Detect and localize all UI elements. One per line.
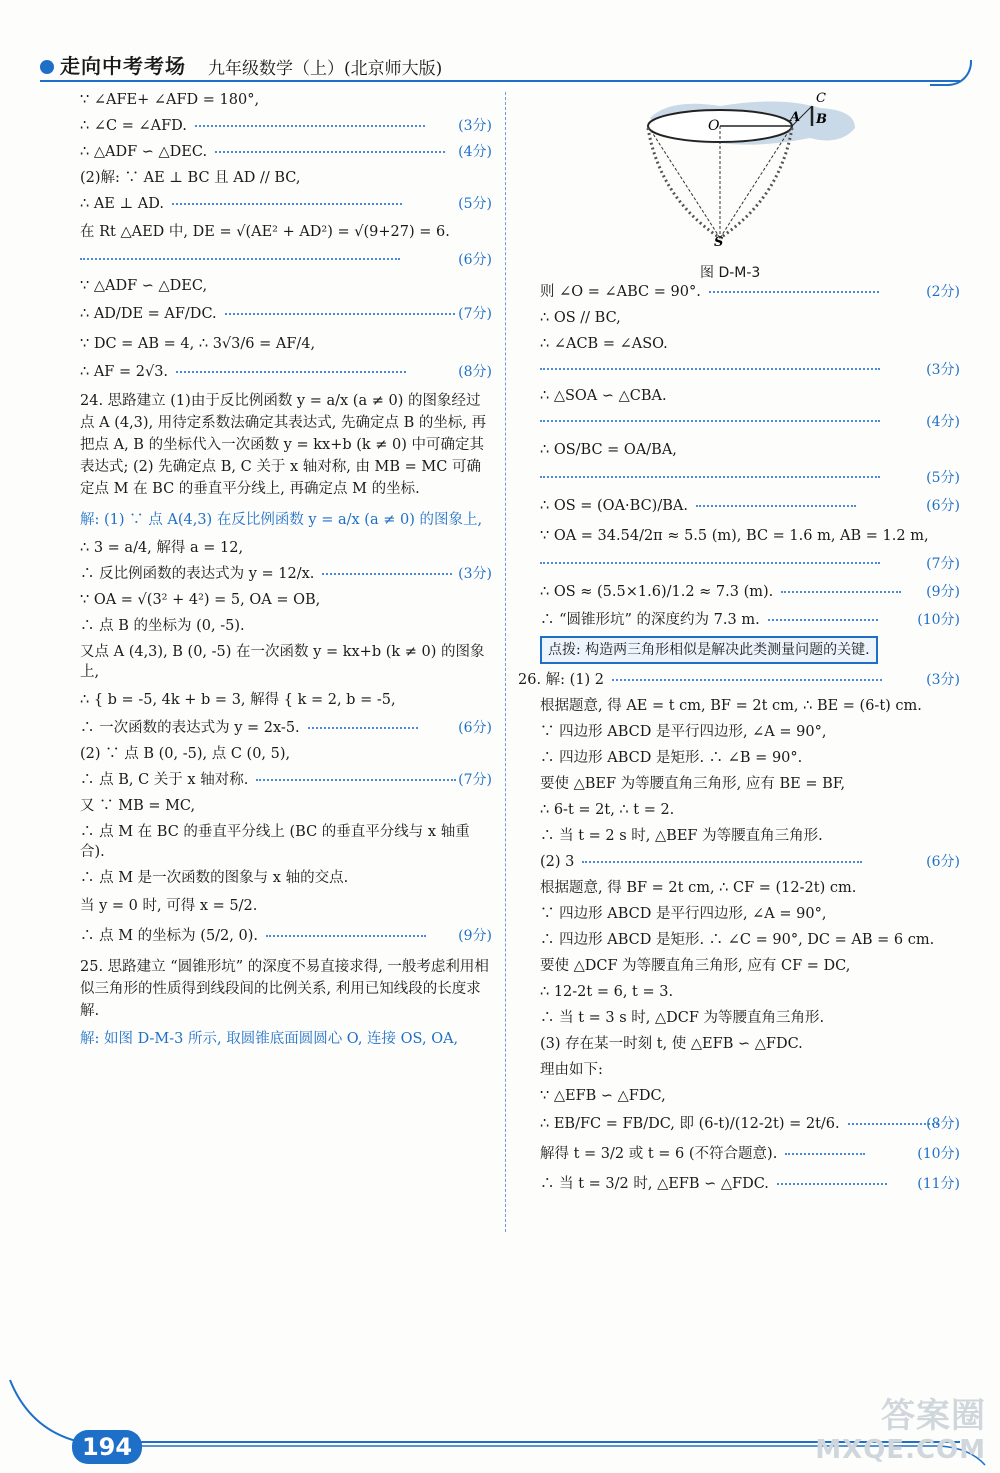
solution-line: ∴ 点 M 在 BC 的垂直平分线上 (BC 的垂直平分线与 x 轴重合). [80, 824, 470, 860]
header-rule [40, 80, 960, 82]
solution-line: ∴ 当 t = 2 s 时, △BEF 为等腰直角三角形. [540, 828, 823, 844]
solution-line: ∴ 当 t = 3 s 时, △DCF 为等腰直角三角形. [540, 1010, 825, 1026]
solution-line: ∴ 3 = a/4, 解得 a = 12, [80, 540, 244, 556]
solution-line: ∵ 四边形 ABCD 是平行四边形, ∠A = 90°, [540, 724, 827, 740]
solution-line: ∴ OS/BC = OA/BA, [540, 442, 677, 458]
solution-line: ∴ OS ≈ (5.5×1.6)/1.2 ≈ 7.3 (m). (9分) [540, 580, 960, 604]
label-a: A [790, 110, 801, 125]
figure-caption: 图 D-M-3 [700, 265, 761, 281]
solution-line: 26. 解: (1) 2 (3分) [518, 672, 960, 688]
solution-line: ∵ ∠AFE+ ∠AFD = 180°, [80, 92, 260, 108]
solution-line: 解: (1) ∵ 点 A(4,3) 在反比例函数 y = a/x (a ≠ 0) 的图象上, [80, 512, 483, 528]
solution-line: ∴ 反比例函数的表达式为 y = 12/x. (3分) [80, 566, 492, 582]
solution-line: 解: 如图 D-M-3 所示, 取圆锥底面圆圆心 O, 连接 OS, OA, [80, 1031, 459, 1047]
label-b: B [816, 112, 827, 127]
solution-line: ∵ 四边形 ABCD 是平行四边形, ∠A = 90°, [540, 906, 827, 922]
solution-line: (3) 存在某一时刻 t, 使 △EFB ∽ △FDC. [540, 1036, 803, 1052]
solution-line: ∴ “圆锥形坑” 的深度约为 7.3 m. (10分) [540, 612, 960, 628]
score-mark: (7分) [458, 772, 492, 788]
question-24-hint: 24. 思路建立 (1)由于反比例函数 y = a/x (a ≠ 0) 的图象经过点 A (4,3), 用待定系数法确定其表达式, 先确定点 B 的坐标, 再把点 A, B 的坐标代入一次函数 y = kx+b (k ≠ 0) 中可确定其表达式; (2) 先确定点 B, C 关于 x 轴对称, 由 MB = MC 可确定点 M 在 BC 的垂直平分线上, 再确定点 M 的坐标. [80, 393, 487, 497]
column-divider [505, 92, 506, 1232]
right-column [518, 282, 960, 1202]
solution-line: 根据题意, 得 AE = t cm, BF = 2t cm, ∴ BE = (6-t) cm. [540, 698, 922, 714]
score-mark: (6分) [458, 252, 492, 268]
label-o: O [708, 118, 720, 134]
score-mark: (4分) [458, 144, 492, 160]
solution-line [540, 554, 960, 574]
solution-line: ∵ OA = 34.54/2π ≈ 5.5 (m), BC = 1.6 m, AB = 1.2 m, [540, 528, 929, 544]
solution-line: ∴ { b = -5, 4k + b = 3, 解得 { k = 2, b = -5, [80, 692, 396, 708]
solution-line: ∴ △ADF ∽ △DEC. (4分) [80, 144, 492, 160]
solution-line: ∴ 四边形 ABCD 是矩形. ∴ ∠C = 90°, DC = AB = 6 cm. [540, 932, 935, 948]
score-mark: (10分) [917, 1146, 960, 1162]
solution-line: ∴ 点 M 的坐标为 (5/2, 0). (9分) [80, 924, 492, 948]
solution-line: (2)解: ∵ AE ⊥ BC 且 AD // BC, [80, 170, 301, 186]
solution-line: (2) ∵ 点 B (0, -5), 点 C (0, 5), [80, 746, 291, 762]
question-25-hint: 25. 思路建立 “圆锥形坑” 的深度不易直接求得, 一般考虑利用相似三角形的性质得到线段间的比例关系, 利用已知线段的长度求解. [80, 959, 489, 1019]
score-mark: (6分) [926, 498, 960, 514]
solution-line: ∴ 当 t = 3/2 时, △EFB ∽ △FDC. (11分) [540, 1172, 960, 1196]
score-mark: (3分) [926, 362, 960, 378]
solution-line [540, 468, 960, 488]
page-header [0, 0, 1000, 90]
solution-line: ∵ DC = AB = 4, ∴ 3√3/6 = AF/4, [80, 336, 316, 352]
solution-line [540, 360, 960, 380]
solution-line: 理由如下: [540, 1062, 603, 1078]
solution-line [540, 412, 960, 432]
solution-line: ∴ 四边形 ABCD 是矩形. ∴ ∠B = 90°. [540, 750, 803, 766]
solution-line: 又 ∵ MB = MC, [80, 798, 196, 814]
header-curve [930, 60, 972, 86]
left-column [80, 90, 492, 1056]
watermark: 答案圈 MXQE.COM [815, 1396, 986, 1465]
hint-line [540, 636, 960, 664]
solution-line: ∴ 点 M 是一次函数的图象与 x 轴的交点. [80, 870, 349, 886]
hint-box: 点拨: 构造两三角形相似是解决此类测量问题的关键. [540, 636, 878, 664]
score-mark: (3分) [458, 566, 492, 582]
solution-line: 解得 t = 3/2 或 t = 6 (不符合题意). (10分) [540, 1142, 960, 1166]
solution-line: 要使 △DCF 为等腰直角三角形, 应有 CF = DC, [540, 958, 851, 974]
label-c: C [816, 91, 826, 106]
score-mark: (8分) [926, 1116, 960, 1132]
page-number: 194 [72, 1430, 142, 1464]
solution-line: (2) 3 (6分) [540, 854, 960, 870]
score-mark: (7分) [458, 306, 492, 322]
score-mark: (7分) [926, 556, 960, 572]
solution-line: ∵ △EFB ∽ △FDC, [540, 1088, 666, 1104]
score-mark: (5分) [926, 470, 960, 486]
score-mark: (5分) [458, 196, 492, 212]
solution-line: ∴ AF = 2√3. (8分) [80, 364, 492, 380]
solution-line: ∴ 6-t = 2t, ∴ t = 2. [540, 802, 675, 818]
solution-line [80, 250, 492, 270]
solution-line: 则 ∠O = ∠ABC = 90°. (2分) [540, 284, 960, 300]
solution-line: ∴ ∠C = ∠AFD. (3分) [80, 118, 492, 134]
solution-line: ∵ OA = √(3² + 4²) = 5, OA = OB, [80, 592, 321, 608]
score-mark: (11分) [917, 1176, 960, 1192]
solution-line: ∴ △SOA ∽ △CBA. [540, 388, 667, 404]
label-s: S [714, 235, 724, 248]
solution-line: ∴ ∠ACB = ∠ASO. [540, 336, 668, 352]
solution-line: ∴ 12-2t = 6, t = 3. [540, 984, 674, 1000]
solution-line: ∵ △ADF ∽ △DEC, [80, 278, 208, 294]
pit-wall-left [648, 128, 720, 238]
solution-line: 根据题意, 得 BF = 2t cm, ∴ CF = (12-2t) cm. [540, 880, 857, 896]
score-mark: (4分) [926, 414, 960, 430]
solution-line: 要使 △BEF 为等腰直角三角形, 应有 BE = BF, [540, 776, 846, 792]
solution-line: 当 y = 0 时, 可得 x = 5/2. [80, 898, 258, 914]
solution-line: ∴ EB/FC = FB/DC, 即 (6-t)/(12-2t) = 2t/6. (8分) [540, 1112, 960, 1136]
book-title: 走向中考考场 [60, 54, 186, 78]
score-mark: (9分) [926, 584, 960, 600]
solution-line: 又点 A (4,3), B (0, -5) 在一次函数 y = kx+b (k ≠ 0) 的图象上, [80, 644, 485, 680]
solution-line: ∴ 一次函数的表达式为 y = 2x-5. (6分) [80, 720, 492, 736]
solution-line: ∴ OS = (OA·BC)/BA. (6分) [540, 494, 960, 518]
score-mark: (8分) [458, 364, 492, 380]
header-dot-icon [40, 60, 54, 74]
solution-line: ∴ OS // BC, [540, 310, 621, 326]
score-mark: (10分) [917, 612, 960, 628]
score-mark: (3分) [926, 672, 960, 688]
cone-pit-figure [640, 88, 860, 248]
score-mark: (6分) [458, 720, 492, 736]
solution-line: ∴ 点 B, C 关于 x 轴对称. (7分) [80, 772, 492, 788]
score-mark: (3分) [458, 118, 492, 134]
book-subtitle: 九年级数学（上）(北京师大版) [208, 59, 443, 79]
solution-line: 在 Rt △AED 中, DE = √(AE² + AD²) = √(9+27) = 6. [80, 224, 450, 240]
solution-line: ∴ AE ⊥ AD. (5分) [80, 196, 492, 212]
solution-line: ∴ AD/DE = AF/DC. (7分) [80, 302, 492, 326]
score-mark: (9分) [458, 928, 492, 944]
score-mark: (2分) [926, 284, 960, 300]
solution-line: ∴ 点 B 的坐标为 (0, -5). [80, 618, 245, 634]
score-mark: (6分) [926, 854, 960, 870]
